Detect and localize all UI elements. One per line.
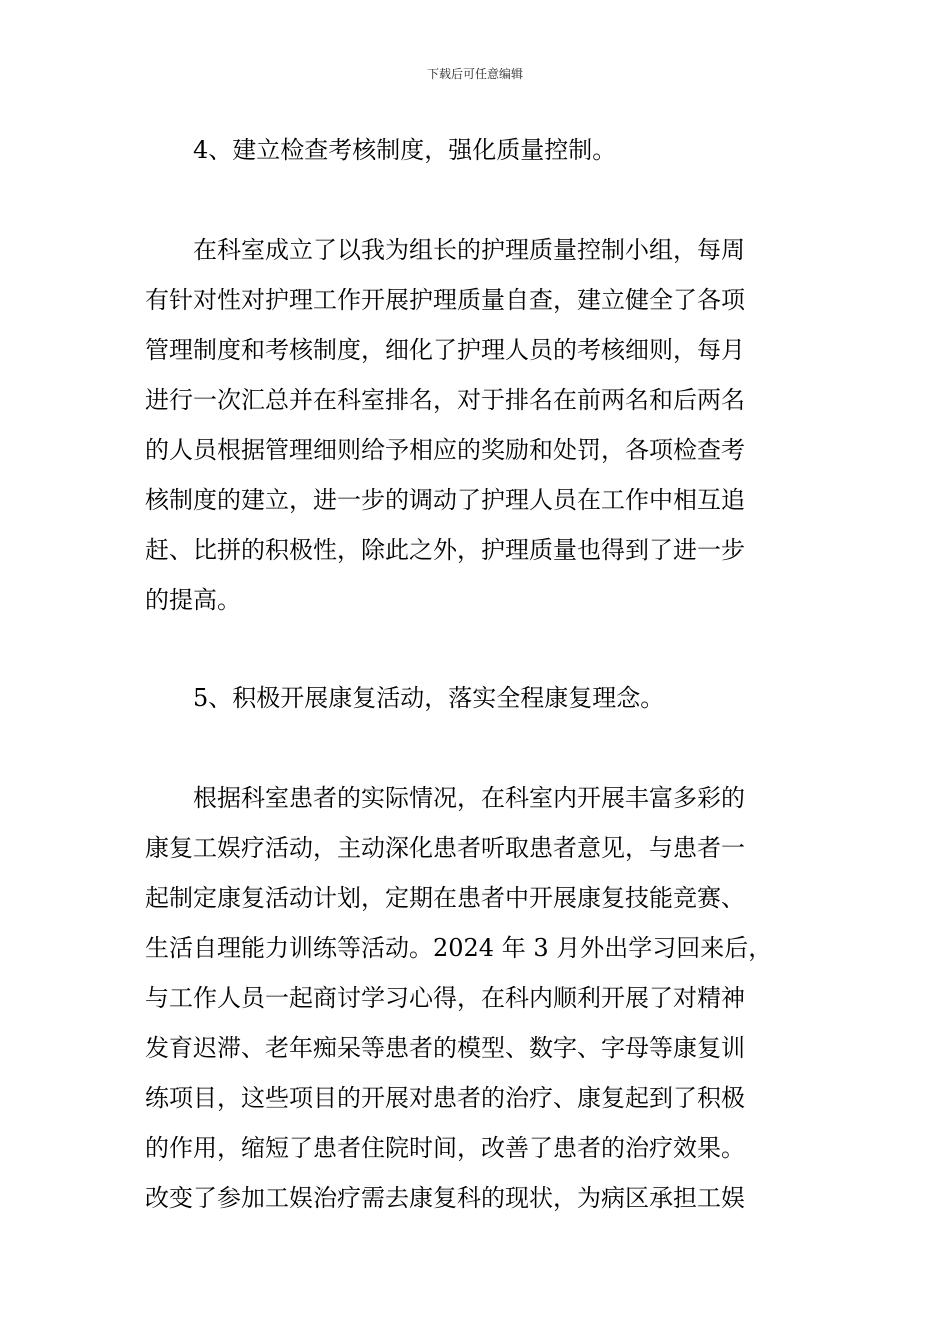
- paragraph-line: 的人员根据管理细则给予相应的奖励和处罚，各项检查考: [145, 436, 745, 464]
- paragraph-line: 管理制度和考核制度，细化了护理人员的考核细则，每月: [145, 336, 745, 364]
- section-5-heading: 5、积极开展康复活动，落实全程康复理念。: [193, 684, 665, 712]
- paragraph-line: 进行一次汇总并在科室排名，对于排名在前两名和后两名: [145, 386, 745, 414]
- paragraph-line: 生活自理能力训练等活动。2024 年 3 月外出学习回来后，: [145, 934, 773, 962]
- section-4-heading: 4、建立检查考核制度，强化质量控制。: [193, 136, 617, 164]
- paragraph-line: 的提高。: [145, 586, 241, 614]
- paragraph-line: 康复工娱疗活动，主动深化患者听取患者意见，与患者一: [145, 834, 745, 862]
- paragraph-line: 的作用，缩短了患者住院时间，改善了患者的治疗效果。: [145, 1134, 745, 1162]
- paragraph-line: 根据科室患者的实际情况，在科室内开展丰富多彩的: [193, 784, 745, 812]
- paragraph-line: 练项目，这些项目的开展对患者的治疗、康复起到了积极: [145, 1084, 745, 1112]
- paragraph-line: 在科室成立了以我为组长的护理质量控制小组，每周: [193, 236, 745, 264]
- paragraph-line: 发育迟滞、老年痴呆等患者的模型、数字、字母等康复训: [145, 1034, 745, 1062]
- paragraph-line: 核制度的建立，进一步的调动了护理人员在工作中相互追: [145, 486, 745, 514]
- paragraph-line: 与工作人员一起商讨学习心得，在科内顺利开展了对精神: [145, 984, 745, 1012]
- paragraph-line: 改变了参加工娱治疗需去康复科的现状，为病区承担工娱: [145, 1184, 745, 1212]
- paragraph-line: 起制定康复活动计划，定期在患者中开展康复技能竞赛、: [145, 884, 745, 912]
- page-header-note: 下载后可任意编辑: [426, 67, 523, 81]
- section-5-paragraph: [145, 773, 805, 1223]
- paragraph-line: 赶、比拼的积极性，除此之外，护理质量也得到了进一步: [145, 536, 745, 564]
- paragraph-line: 有针对性对护理工作开展护理质量自查，建立健全了各项: [145, 286, 745, 314]
- section-4-paragraph: [145, 225, 805, 625]
